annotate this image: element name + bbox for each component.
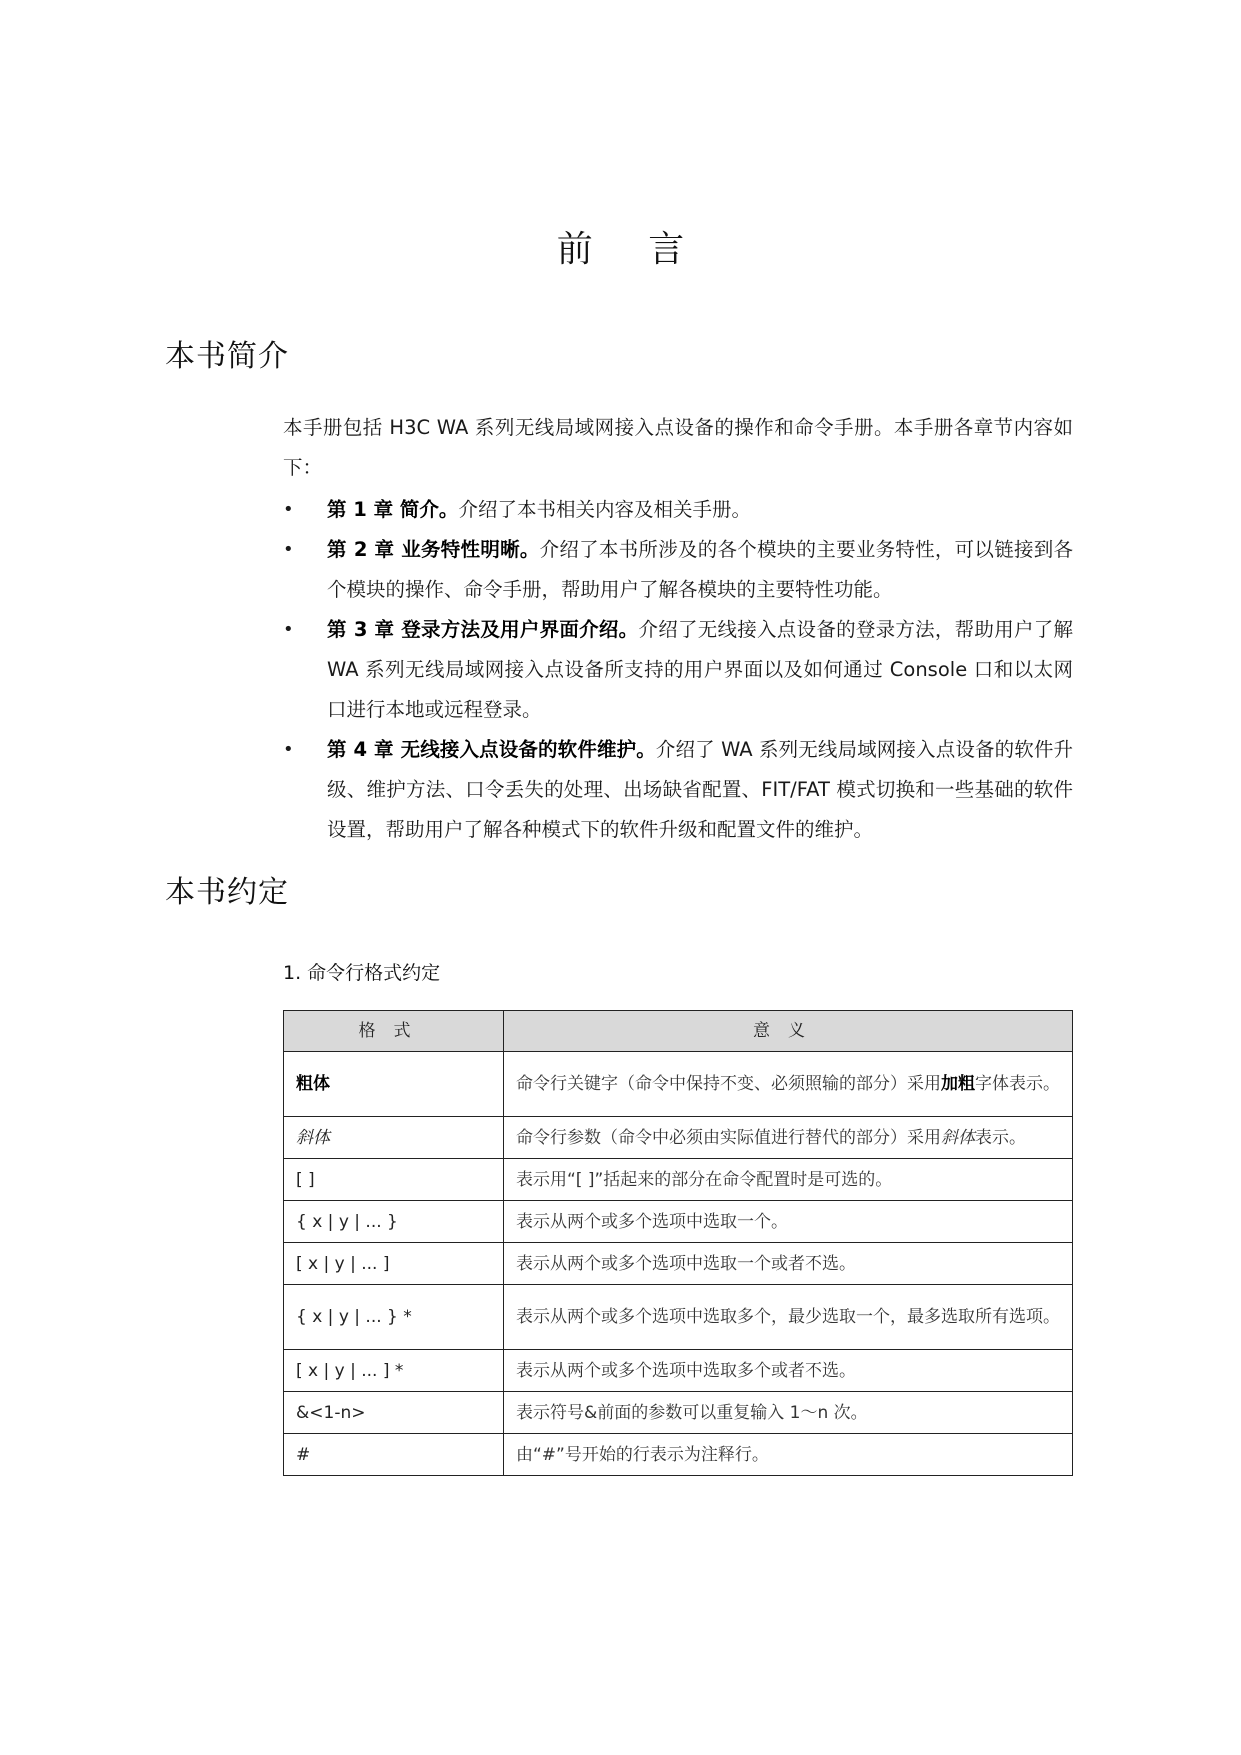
meaning-emphasis: 加粗 <box>941 1074 975 1094</box>
chapter-list <box>283 490 1073 850</box>
meaning-cell <box>504 1052 1073 1117</box>
header-format: 格式 <box>284 1011 504 1052</box>
conventions-table <box>283 1010 1073 1476</box>
bullet-icon: • <box>283 619 294 640</box>
bullet-icon: • <box>283 539 294 560</box>
meaning-cell <box>504 1117 1073 1159</box>
chapter-desc: 介绍了无线接入点设备的登录方法，帮助用户了解 WA 系列无线局域网接入点设备所支持的用户界面以及如何通过 Console 口和以太网口进行本地或远程登录。 <box>327 618 1073 721</box>
meaning-cell: 表示用“[ ]”括起来的部分在命令配置时是可选的。 <box>504 1159 1073 1201</box>
table-row <box>284 1350 1073 1392</box>
format-cell: [ x | y | ... ] * <box>284 1350 504 1392</box>
format-cell: { x | y | ... } <box>284 1201 504 1243</box>
meaning-cell: 表示从两个或多个选项中选取多个，最少选取一个，最多选取所有选项。 <box>504 1285 1073 1350</box>
table-row <box>284 1434 1073 1476</box>
table-row <box>284 1392 1073 1434</box>
table-row <box>284 1285 1073 1350</box>
chapter-item <box>283 490 1073 530</box>
meaning-cell: 表示从两个或多个选项中选取一个或者不选。 <box>504 1243 1073 1285</box>
table-row <box>284 1159 1073 1201</box>
subsection-title: 1. 命令行格式约定 <box>283 962 441 984</box>
chapter-item <box>283 730 1073 850</box>
bullet-icon: • <box>283 739 294 760</box>
chapter-label: 第 3 章 登录方法及用户界面介绍。 <box>327 618 639 641</box>
section-heading-intro: 本书简介 <box>165 339 289 374</box>
meaning-cell: 表示从两个或多个选项中选取一个。 <box>504 1201 1073 1243</box>
meaning-text: 表示。 <box>975 1127 1026 1148</box>
table-row <box>284 1201 1073 1243</box>
format-cell: # <box>284 1434 504 1476</box>
meaning-emphasis: 斜体 <box>941 1127 975 1148</box>
table-row <box>284 1117 1073 1159</box>
meaning-text: 命令行参数（命令中必须由实际值进行替代的部分）采用 <box>516 1127 941 1148</box>
chapter-label: 第 2 章 业务特性明晰。 <box>327 538 540 561</box>
format-cell: [ x | y | ... ] <box>284 1243 504 1285</box>
page-title: 前 言 <box>556 229 707 270</box>
meaning-cell: 由“#”号开始的行表示为注释行。 <box>504 1434 1073 1476</box>
chapter-desc: 介绍了 WA 系列无线局域网接入点设备的软件升级、维护方法、口令丢失的处理、出场缺省配置、FIT/FAT 模式切换和一些基础的软件设置，帮助用户了解各种模式下的软件升级和配置文件的维护。 <box>327 738 1074 841</box>
chapter-desc: 介绍了本书相关内容及相关手册。 <box>458 498 751 521</box>
format-cell: 斜体 <box>284 1117 504 1159</box>
meaning-text: 字体表示。 <box>975 1074 1060 1094</box>
meaning-cell: 表示符号&前面的参数可以重复输入 1～n 次。 <box>504 1392 1073 1434</box>
meaning-cell: 表示从两个或多个选项中选取多个或者不选。 <box>504 1350 1073 1392</box>
format-cell: &<1-n> <box>284 1392 504 1434</box>
format-cell: 粗体 <box>284 1052 504 1117</box>
bullet-icon: • <box>283 499 294 520</box>
table-header-row <box>284 1011 1073 1052</box>
intro-paragraph: 本手册包括 H3C WA 系列无线局域网接入点设备的操作和命令手册。本手册各章节内容如下： <box>283 416 1073 479</box>
format-cell: { x | y | ... } * <box>284 1285 504 1350</box>
chapter-item <box>283 610 1073 730</box>
meaning-text: 命令行关键字（命令中保持不变、必须照输的部分）采用 <box>516 1074 941 1094</box>
chapter-item <box>283 530 1073 610</box>
header-meaning: 意义 <box>504 1011 1073 1052</box>
table-row <box>284 1243 1073 1285</box>
section-heading-conventions: 本书约定 <box>165 875 289 910</box>
table-row <box>284 1052 1073 1117</box>
format-cell: [ ] <box>284 1159 504 1201</box>
chapter-label: 第 4 章 无线接入点设备的软件维护。 <box>327 738 656 761</box>
chapter-label: 第 1 章 简介。 <box>327 498 459 521</box>
chapter-desc: 介绍了本书所涉及的各个模块的主要业务特性，可以链接到各个模块的操作、命令手册，帮助用户了解各模块的主要特性功能。 <box>327 538 1073 601</box>
